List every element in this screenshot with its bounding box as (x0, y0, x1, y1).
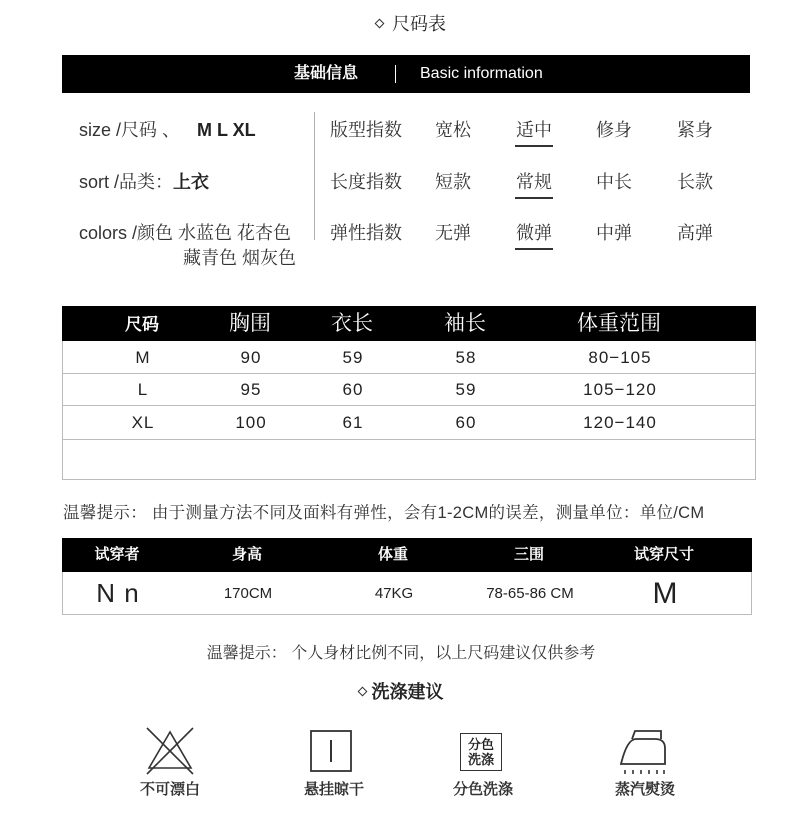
care-label-steam-iron: 蒸汽熨烫 (614, 781, 675, 798)
size-chart-title-text: 尺码表 (392, 14, 446, 34)
model-name: N n (96, 578, 140, 608)
header-tried-size: 试穿尺寸 (633, 546, 694, 563)
index-option: 常规 (516, 172, 552, 192)
basic-info-header-bar (62, 55, 750, 93)
care-label-no-bleach: 不可漂白 (139, 781, 200, 798)
length-cell: 61 (342, 413, 364, 432)
hang-dry-icon (308, 728, 354, 774)
sleeve-cell: 58 (455, 348, 477, 367)
index-option: 修身 (596, 120, 632, 140)
colors-line-1: 水蓝色 花杏色 (178, 223, 292, 243)
header-weight: 体重 (377, 546, 408, 563)
index-option: 无弹 (435, 223, 471, 243)
diamond-icon (357, 686, 367, 696)
model-weight: 47KG (374, 585, 414, 602)
care-title-text: 洗涤建议 (371, 682, 444, 702)
header-height: 身高 (231, 546, 262, 563)
header-chest: 胸围 (229, 312, 271, 335)
chest-cell: 100 (235, 413, 267, 432)
wash-separately-icon (460, 733, 502, 771)
model-row (62, 572, 752, 615)
model-tried-size: M (652, 577, 678, 610)
index-option: 短款 (435, 172, 471, 192)
wash-box-line-2: 洗涤 (467, 752, 494, 767)
index-label: 版型指数 (330, 120, 402, 140)
table-row (62, 374, 756, 406)
index-option: 中长 (596, 172, 632, 192)
header-size: 尺码 (125, 315, 159, 334)
sort-value: 上衣 (173, 172, 210, 192)
sleeve-cell: 60 (455, 413, 477, 432)
care-label-wash-separately: 分色洗涤 (452, 781, 513, 798)
care-label-hang-dry: 悬挂晾干 (303, 781, 364, 798)
basic-info-title-zh: 基础信息 (294, 65, 359, 82)
table-row (62, 341, 756, 374)
no-bleach-icon (144, 724, 196, 778)
sleeve-cell: 59 (455, 380, 477, 399)
wash-box-line-1: 分色 (467, 737, 494, 752)
model-table (62, 538, 752, 615)
diamond-icon (375, 18, 385, 28)
sort-label: sort /品类： (79, 172, 174, 192)
model-table-header (62, 538, 752, 572)
weight-range-cell: 80−105 (588, 348, 652, 367)
length-cell: 59 (342, 348, 364, 367)
care-title (12, 679, 790, 703)
weight-range-cell: 105−120 (583, 380, 657, 399)
model-height: 170CM (223, 585, 273, 602)
size-cell: XL (131, 413, 155, 432)
steam-iron-icon (616, 726, 670, 778)
measurement-note: 温馨提示： 由于测量方法不同及面料有弹性，会有1-2CM的误差，测量单位：单位/CM (63, 504, 705, 522)
basic-info-title-en: Basic information (420, 65, 543, 82)
fit-index-row (0, 119, 790, 141)
length-cell: 60 (342, 380, 364, 399)
size-chart-title (376, 11, 446, 35)
header-model: 试穿者 (94, 546, 140, 563)
table-row-empty (62, 440, 756, 480)
index-option: 中弹 (596, 223, 632, 243)
index-label: 长度指数 (330, 172, 402, 192)
model-measurements: 78-65-86 CM (486, 585, 574, 602)
index-option: 微弹 (516, 223, 552, 243)
length-index-row (0, 171, 790, 193)
colors-label: colors /颜色 (79, 223, 174, 243)
bar-divider (395, 65, 396, 83)
index-label: 弹性指数 (330, 223, 402, 243)
size-values: M L XL (197, 120, 256, 140)
elasticity-index-row (0, 222, 790, 244)
header-measurements: 三围 (513, 546, 544, 563)
weight-range-cell: 120−140 (583, 413, 657, 432)
index-option: 长款 (677, 172, 713, 192)
size-table (62, 306, 756, 480)
colors-line-2: 藏青色 烟灰色 (183, 248, 297, 268)
header-weight-range: 体重范围 (577, 312, 661, 335)
size-cell: M (135, 348, 151, 367)
size-advice-note: 温馨提示： 个人身材比例不同，以上尺码建议仅供参考 (206, 645, 596, 662)
size-table-header (62, 306, 756, 341)
size-cell: L (137, 380, 149, 399)
index-option: 高弹 (677, 223, 713, 243)
index-option: 紧身 (677, 120, 713, 140)
table-row (62, 406, 756, 440)
size-label: size /尺码 、 (79, 120, 181, 140)
index-option: 宽松 (435, 120, 471, 140)
header-sleeve: 袖长 (444, 312, 486, 335)
chest-cell: 90 (240, 348, 262, 367)
chest-cell: 95 (240, 380, 262, 399)
header-length: 衣长 (331, 312, 373, 335)
index-option: 适中 (516, 120, 552, 140)
